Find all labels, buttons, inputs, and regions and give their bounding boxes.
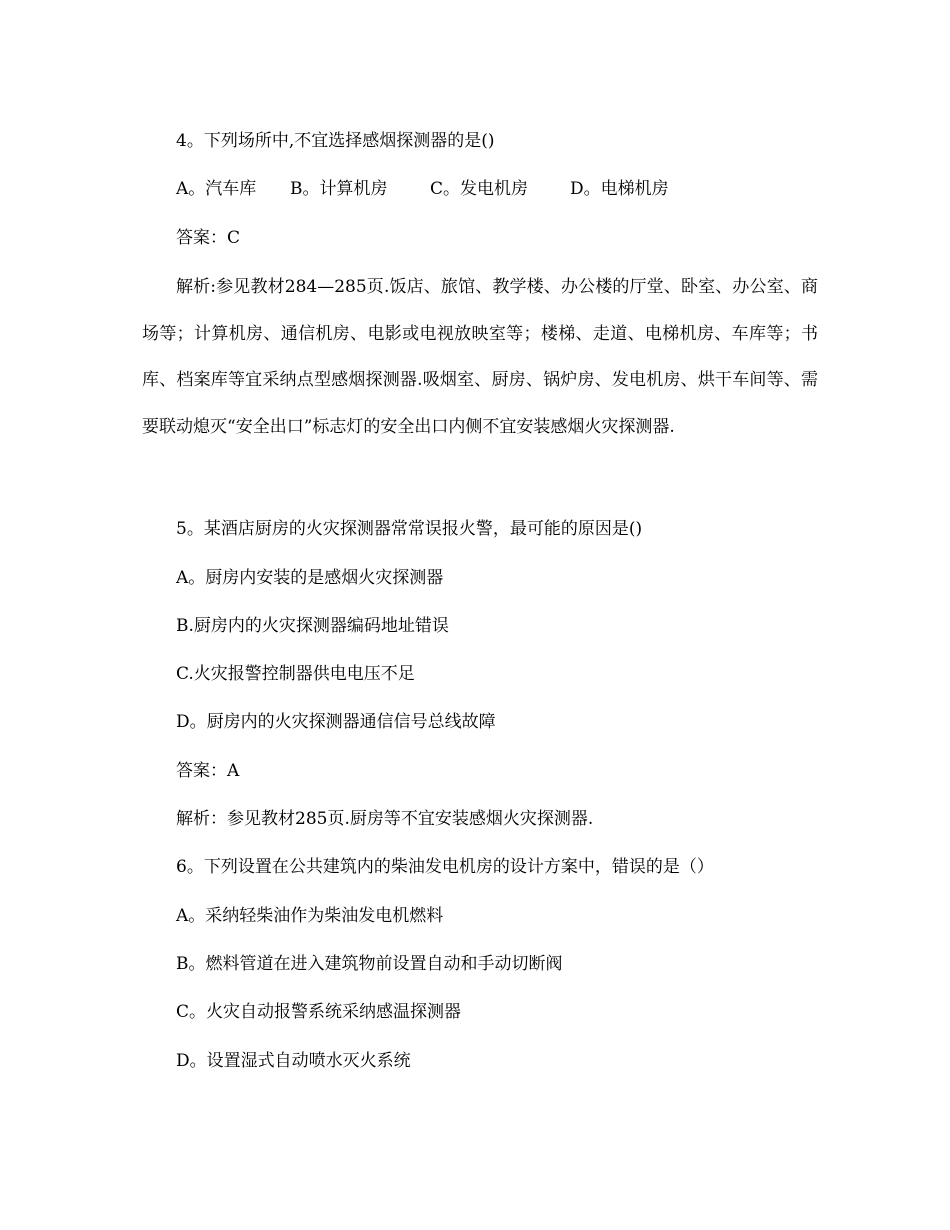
q6-option-a: A。采纳轻柴油作为柴油发电机燃料 xyxy=(176,906,444,926)
question-6: 6。下列设置在公共建筑内的柴油发电机房的设计方案中，错误的是（） xyxy=(176,857,714,877)
q6-option-d: D。设置湿式自动喷水灭火系统 xyxy=(176,1051,411,1071)
question-5: 5。某酒店厨房的火灾探测器常常误报火警，最可能的原因是() xyxy=(176,519,643,539)
q5-option-c: C.火灾报警控制器供电电压不足 xyxy=(176,664,415,684)
q4-option-a: A。汽车库 xyxy=(176,179,257,199)
q5-option-b: B.厨房内的火灾探测器编码地址错误 xyxy=(176,616,449,636)
q4-explanation: 解析:参见教材284—285页.饭店、旅馆、教学楼、办公楼的厅堂、卧室、办公室、商场等；计算机房、通信机房、电影或电视放映室等；楼梯、走道、电梯机房、车库等；书库、档案库等宜采纳点型感烟探测器.吸烟室、厨房、锅炉房、发电机房、烘干车间等、需要联动熄灭“安全出口”标志灯的安全出口内侧不宜安装感烟火灾探测器. xyxy=(142,277,818,437)
q5-option-d: D。厨房内的火灾探测器通信信号总线故障 xyxy=(176,712,496,732)
q4-option-c: C。发电机房 xyxy=(430,179,529,199)
q6-option-c: C。火灾自动报警系统采纳感温探测器 xyxy=(176,1002,462,1022)
q4-answer: 答案：C xyxy=(176,228,241,248)
q5-option-a: A。厨房内安装的是感烟火灾探测器 xyxy=(176,568,444,588)
q6-option-b: B。燃料管道在进入建筑物前设置自动和手动切断阀 xyxy=(176,954,563,974)
question-4: 4。下列场所中,不宜选择感烟探测器的是() xyxy=(176,131,495,151)
question-4-options xyxy=(176,177,669,201)
q5-explanation: 解析：参见教材285页.厨房等不宜安装感烟火灾探测器. xyxy=(176,809,594,829)
q4-option-d: D。电梯机房 xyxy=(570,179,669,199)
q4-option-b: B。计算机房 xyxy=(290,179,388,199)
q5-answer: 答案：A xyxy=(176,761,240,781)
